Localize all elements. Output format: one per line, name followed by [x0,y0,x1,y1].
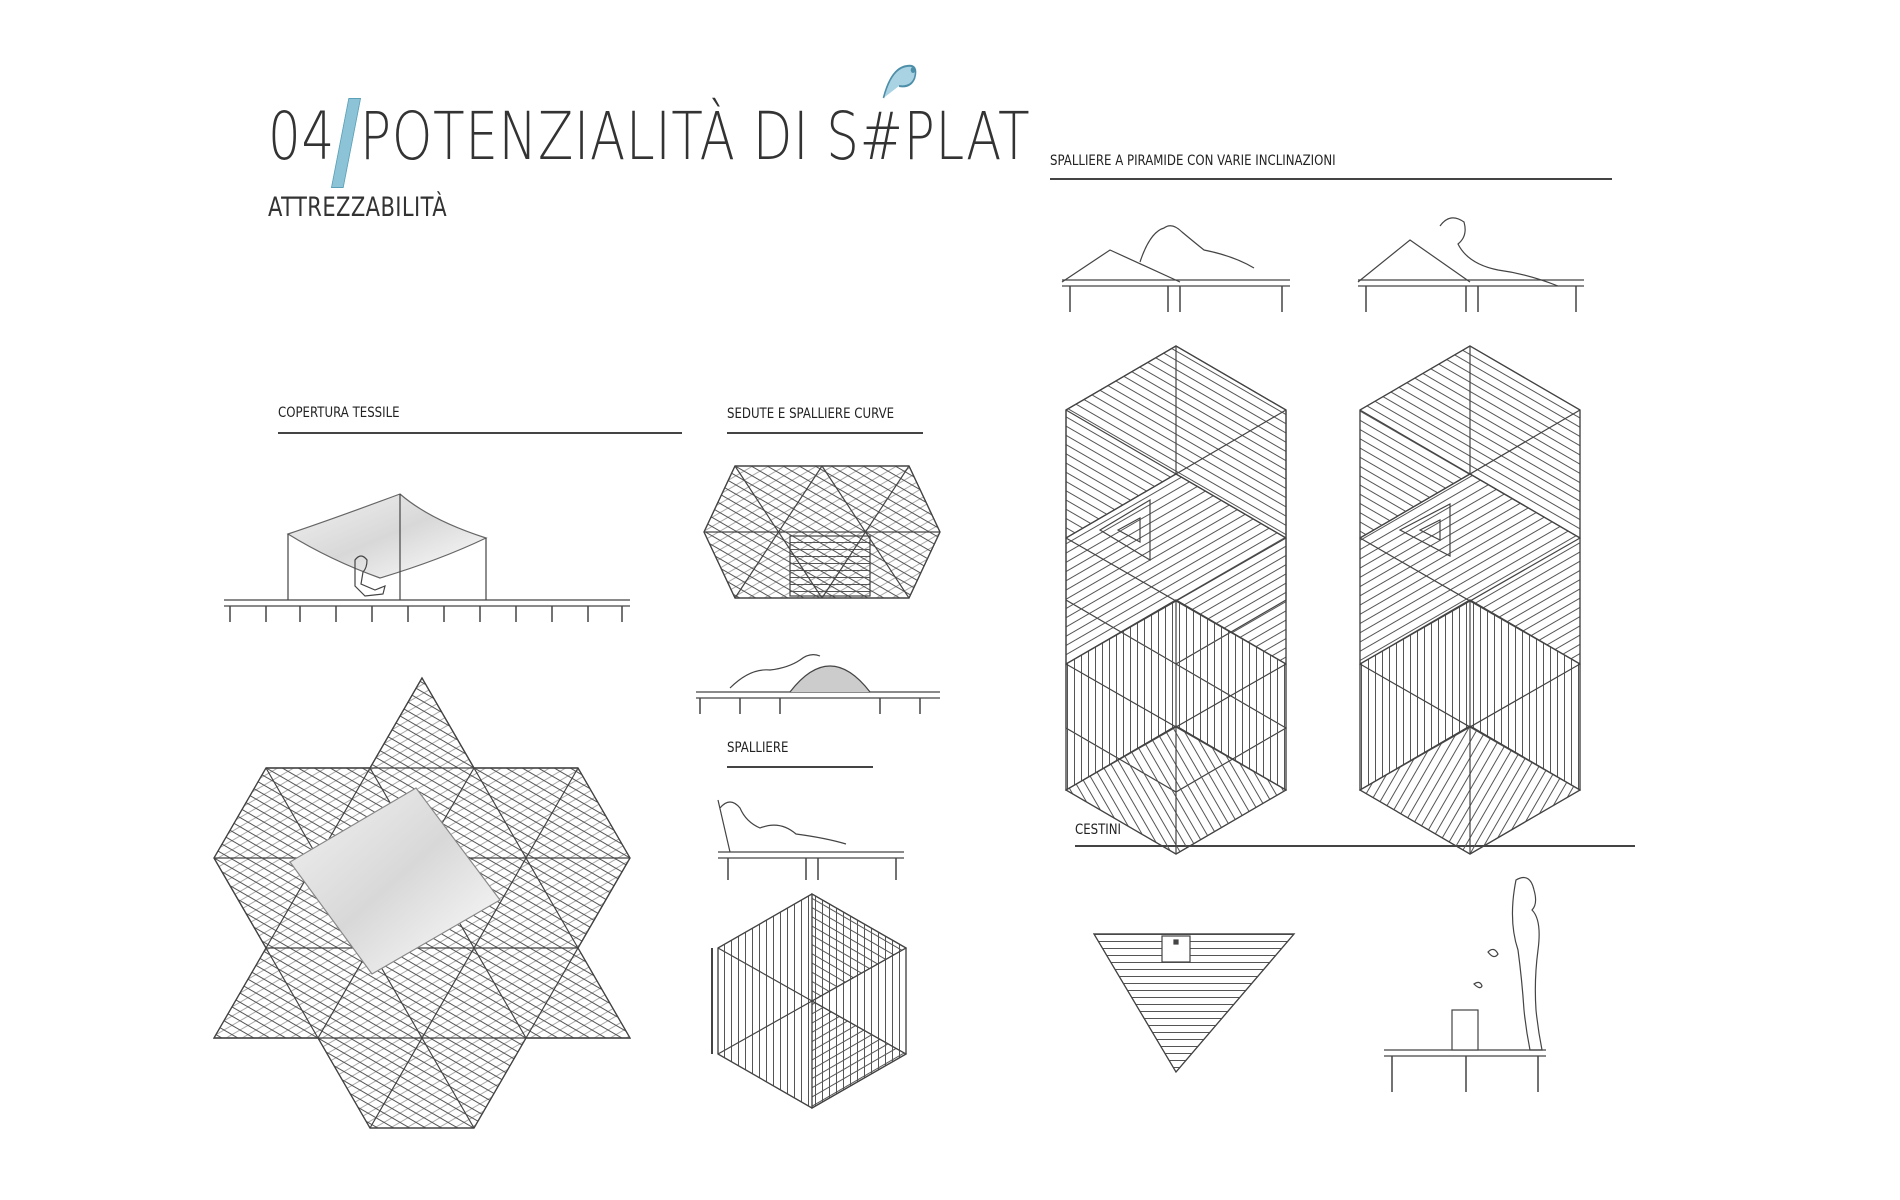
piramide-elevation-2 [1358,218,1584,312]
copertura-elevation [224,494,630,622]
page-subtitle: ATTREZZABILITÀ [268,192,448,223]
section-label-spalliere: SPALLIERE [727,740,789,756]
spalliere-elevation [718,800,904,880]
sedute-elevation [696,655,940,714]
section-label-sedute: SEDUTE E SPALLIERE CURVE [727,406,895,422]
sedute-plan [704,466,940,598]
piramide-plan-2 [1360,346,1580,854]
title-text-end: PLAT [903,98,1031,175]
title-text: POTENZIALITÀ DI S [360,98,860,175]
spalliere-plan [712,894,906,1108]
section-label-copertura: COPERTURA TESSILE [278,405,400,421]
piramide-plan-1 [1066,346,1286,854]
title-number: 04 [268,98,336,175]
section-label-cestini: CESTINI [1075,822,1122,838]
copertura-plan [214,678,630,1128]
cestini-elevation [1384,878,1546,1092]
title-hash-logo: # [860,98,904,175]
piramide-elevation-1 [1062,226,1290,312]
section-label-piramide: SPALLIERE A PIRAMIDE CON VARIE INCLINAZIONI [1050,153,1336,169]
cestini-plan [1094,934,1294,1072]
